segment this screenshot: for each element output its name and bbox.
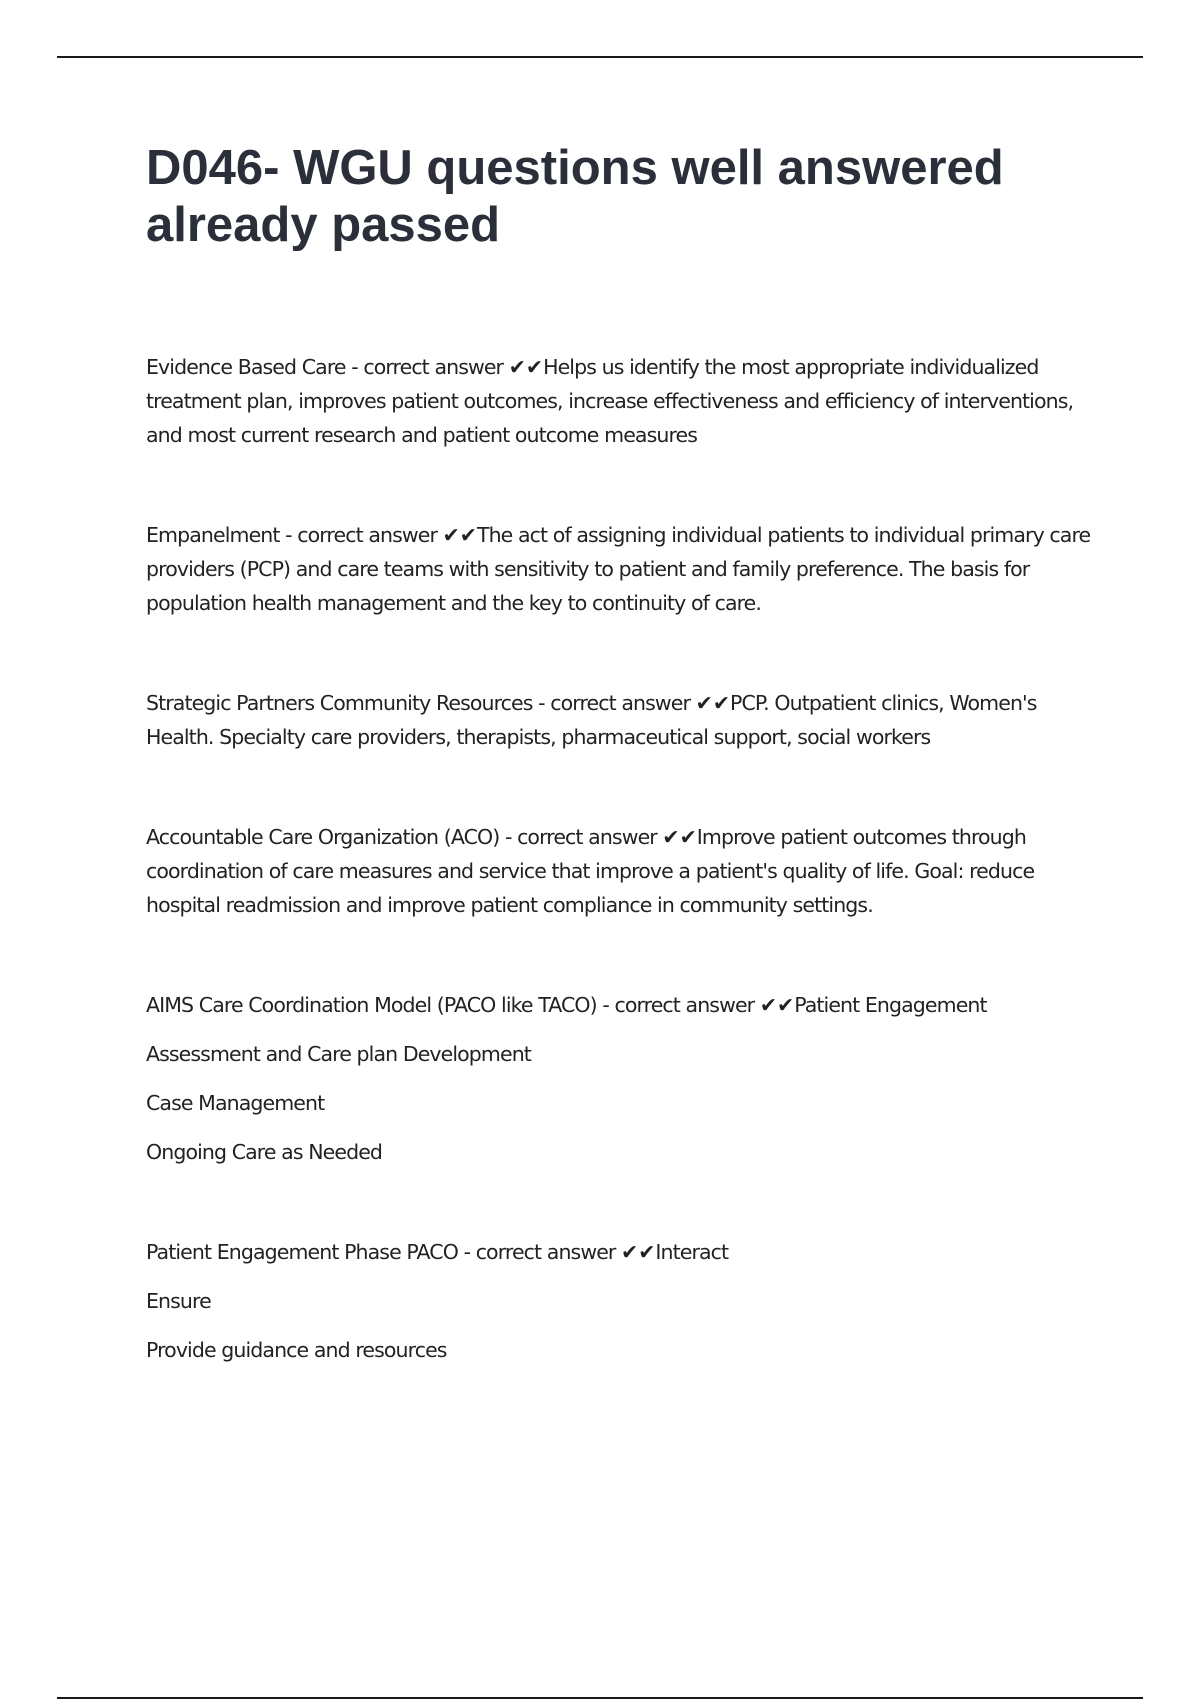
qa-text [146, 988, 1096, 1022]
qa-extra-line: Ongoing Care as Needed [146, 1140, 383, 1164]
qa-term: Patient Engagement Phase PACO - correct answer [146, 1240, 622, 1264]
qa-item-aco [146, 820, 1096, 922]
qa-answer: The act of assigning individual patients to individual primary care providers (PCP) and care teams with sensitivity to patient and family preference. The basis for population health management and the key to continuity of care. [146, 523, 1091, 615]
check-mark-icon: ✔✔ [759, 993, 795, 1017]
qa-item-evidence-based-care [146, 350, 1096, 452]
qa-answer: PCP. Outpatient clinics, Women's Health. Specialty care providers, therapists, pharmaceutical support, social workers [146, 691, 1037, 749]
check-mark-icon: ✔✔ [695, 691, 730, 715]
qa-term: Accountable Care Organization (ACO) - correct answer [146, 825, 663, 849]
check-mark-icon: ✔✔ [662, 825, 697, 849]
check-mark-icon: ✔✔ [508, 355, 544, 379]
top-rule [57, 56, 1143, 58]
qa-answer: Helps us identify the most appropriate individualized treatment plan, improves patient outcomes, increase effectiveness and efficiency of interventions, and most current research and patient outcome measures [146, 355, 1074, 447]
document-body [146, 140, 1096, 1367]
qa-answer: Interact [655, 1240, 729, 1264]
document-title: D046- WGU questions well answered already passed [146, 141, 1004, 252]
check-mark-icon: ✔✔ [442, 523, 477, 547]
qa-extra-line: Provide guidance and resources [146, 1338, 447, 1362]
qa-text [146, 686, 1096, 754]
qa-text [146, 1235, 1096, 1269]
check-mark-icon: ✔✔ [621, 1240, 656, 1264]
qa-text [146, 518, 1096, 620]
qa-text [146, 820, 1096, 922]
qa-extra-line: Ensure [146, 1289, 211, 1313]
qa-item-aims-model [146, 988, 1096, 1169]
qa-list [146, 350, 1096, 1367]
qa-term: Empanelment - correct answer [146, 523, 443, 547]
qa-term: Evidence Based Care - correct answer [146, 355, 509, 379]
qa-term: Strategic Partners Community Resources - correct answer [146, 691, 696, 715]
qa-term: AIMS Care Coordination Model (PACO like TACO) - correct answer [146, 993, 760, 1017]
qa-item-patient-engagement-phase [146, 1235, 1096, 1367]
bottom-rule [57, 1697, 1143, 1699]
qa-extra-line: Case Management [146, 1091, 325, 1115]
qa-item-strategic-partners [146, 686, 1096, 754]
qa-item-empanelment [146, 518, 1096, 620]
qa-answer: Patient Engagement [794, 993, 987, 1017]
qa-text [146, 350, 1096, 452]
qa-extra-line: Assessment and Care plan Development [146, 1042, 531, 1066]
qa-answer: Improve patient outcomes through coordination of care measures and service that improve a patient's quality of life. Goal: reduce hospital readmission and improve patient compliance in community settings. [146, 825, 1035, 917]
